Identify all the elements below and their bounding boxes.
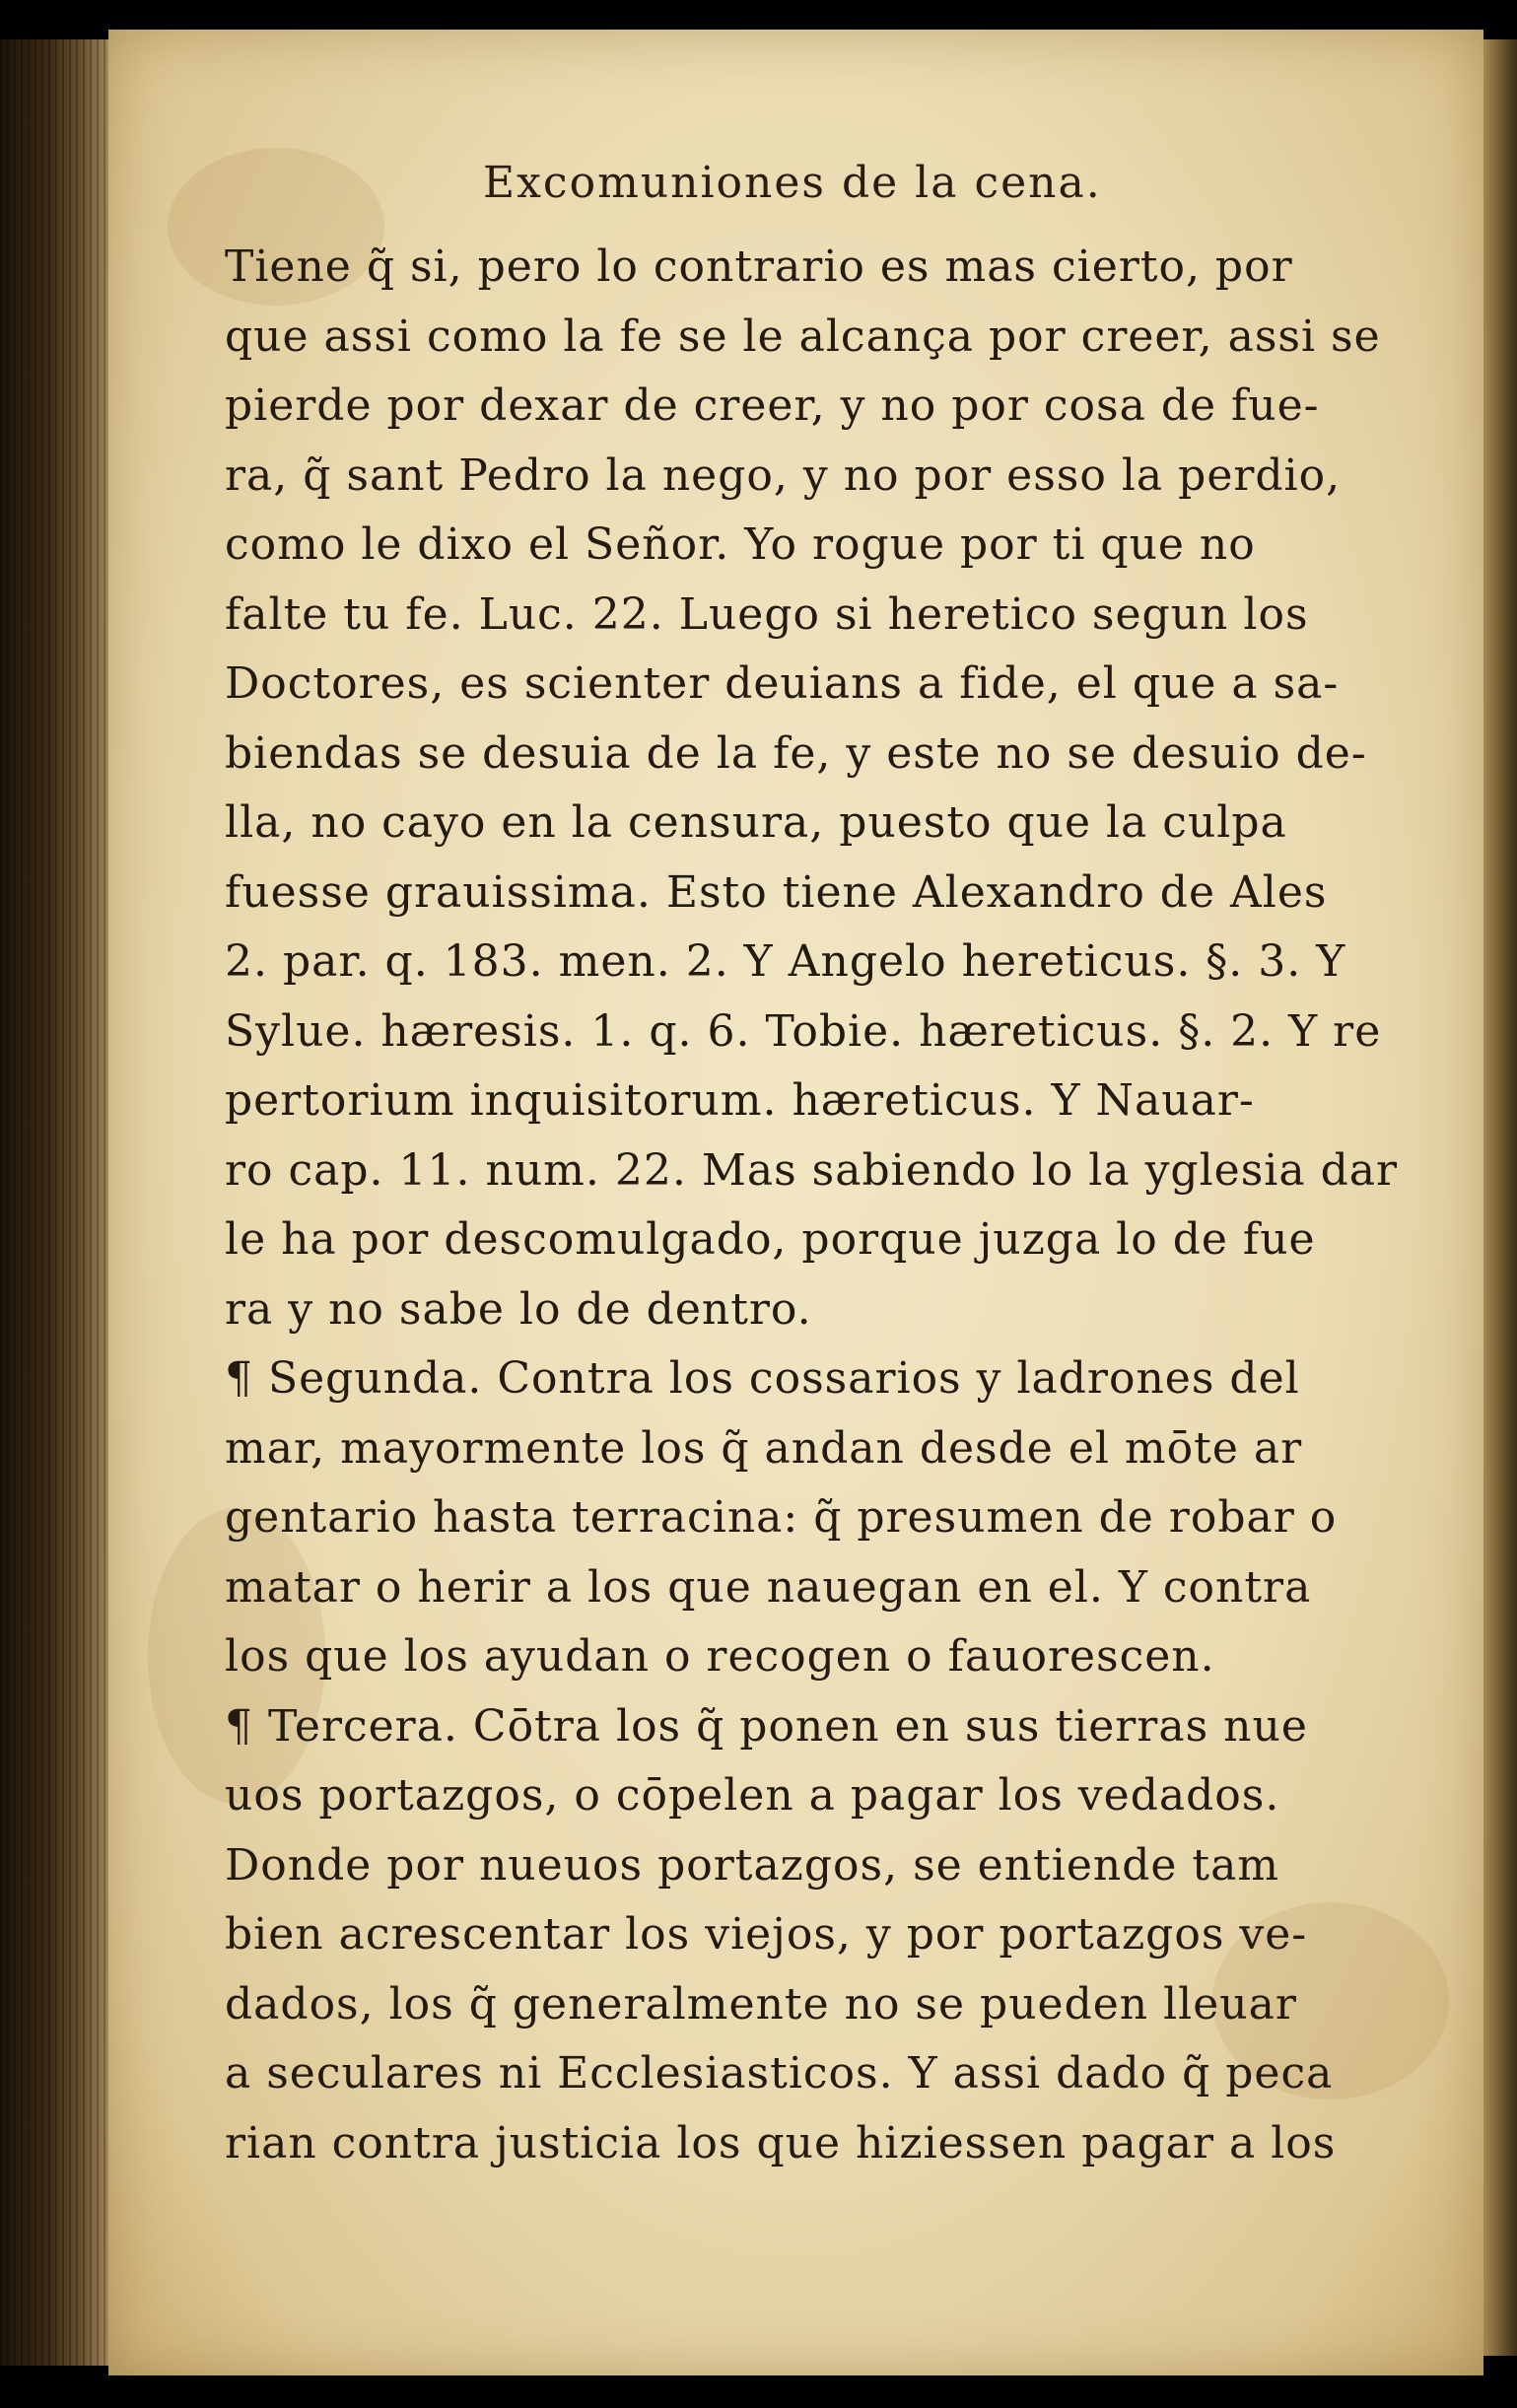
body-text [225, 233, 1399, 2178]
text-line: Sylue. hæresis. 1. q. 6. Tobie. hæreticus. §. 2. Y re [225, 1005, 1382, 1057]
text-line: le ha por descomulgado, porque juzga lo de fue [225, 1214, 1316, 1265]
text-line: a seculares ni Ecclesiasticos. Y assi dado q̃ peca [225, 2048, 1334, 2098]
running-header: Excomuniones de la cena. [483, 158, 1102, 208]
text-line: fuesse grauissima. Esto tiene Alexandro de Ales [225, 866, 1328, 918]
text-line: dados, los q̃ generalmente no se pueden lleuar [225, 1978, 1297, 2030]
text-line: como le dixo el Señor. Yo rogue por ti que no [225, 519, 1256, 570]
text-line: ra, q̃ sant Pedro la nego, y no por esso la perdio, [225, 449, 1342, 501]
text-line: falte tu fe. Luc. 22. Luego si heretico segun los [225, 588, 1309, 640]
text-line: mar, mayormente los q̃ andan desde el mōte ar [225, 1422, 1303, 1474]
text-line: 2. par. q. 183. men. 2. Y Angelo hereticus. §. 3. Y [225, 936, 1346, 987]
text-line: rian contra justicia los que hiziessen pagar a los [225, 2117, 1337, 2168]
text-line: uos portazgos, o cōpelen a pagar los vedados. [225, 1770, 1280, 1821]
text-line: gentario hasta terracina: q̃ presumen de robar o [225, 1492, 1338, 1543]
text-line: matar o herir a los que nauegan en el. Y contra [225, 1561, 1312, 1613]
text-line: Tiene q̃ si, pero lo contrario es mas cierto, por [225, 241, 1293, 292]
text-line: lla, no cayo en la censura, puesto que la culpa [225, 797, 1287, 848]
book-page-edges-left [0, 39, 118, 2366]
text-line: ra y no sabe lo de dentro. [225, 1283, 812, 1335]
text-line: bien acrescentar los viejos, y por portazgos ve- [225, 1909, 1308, 1960]
text-line: ¶ Segunda. Contra los cossarios y ladrones del [225, 1353, 1300, 1404]
text-line: biendas se desuia de la fe, y este no se desuio de- [225, 727, 1367, 779]
text-line: pierde por dexar de creer, y no por cosa de fue- [225, 380, 1320, 431]
text-line: que assi como la fe se le alcança por creer, assi se [225, 310, 1381, 362]
text-line: ¶ Tercera. Cōtra los q̃ ponen en sus tierras nue [225, 1700, 1308, 1752]
text-line: ro cap. 11. num. 22. Mas sabiendo lo la yglesia dar [225, 1144, 1399, 1196]
text-line: los que los ayudan o recogen o fauorescen. [225, 1631, 1215, 1682]
text-line: Donde por nueuos portazgos, se entiende tam [225, 1839, 1280, 1891]
text-line: pertorium inquisitorum. hæreticus. Y Nauar- [225, 1075, 1255, 1126]
text-line: Doctores, es scienter deuians a fide, el que a sa- [225, 658, 1340, 709]
